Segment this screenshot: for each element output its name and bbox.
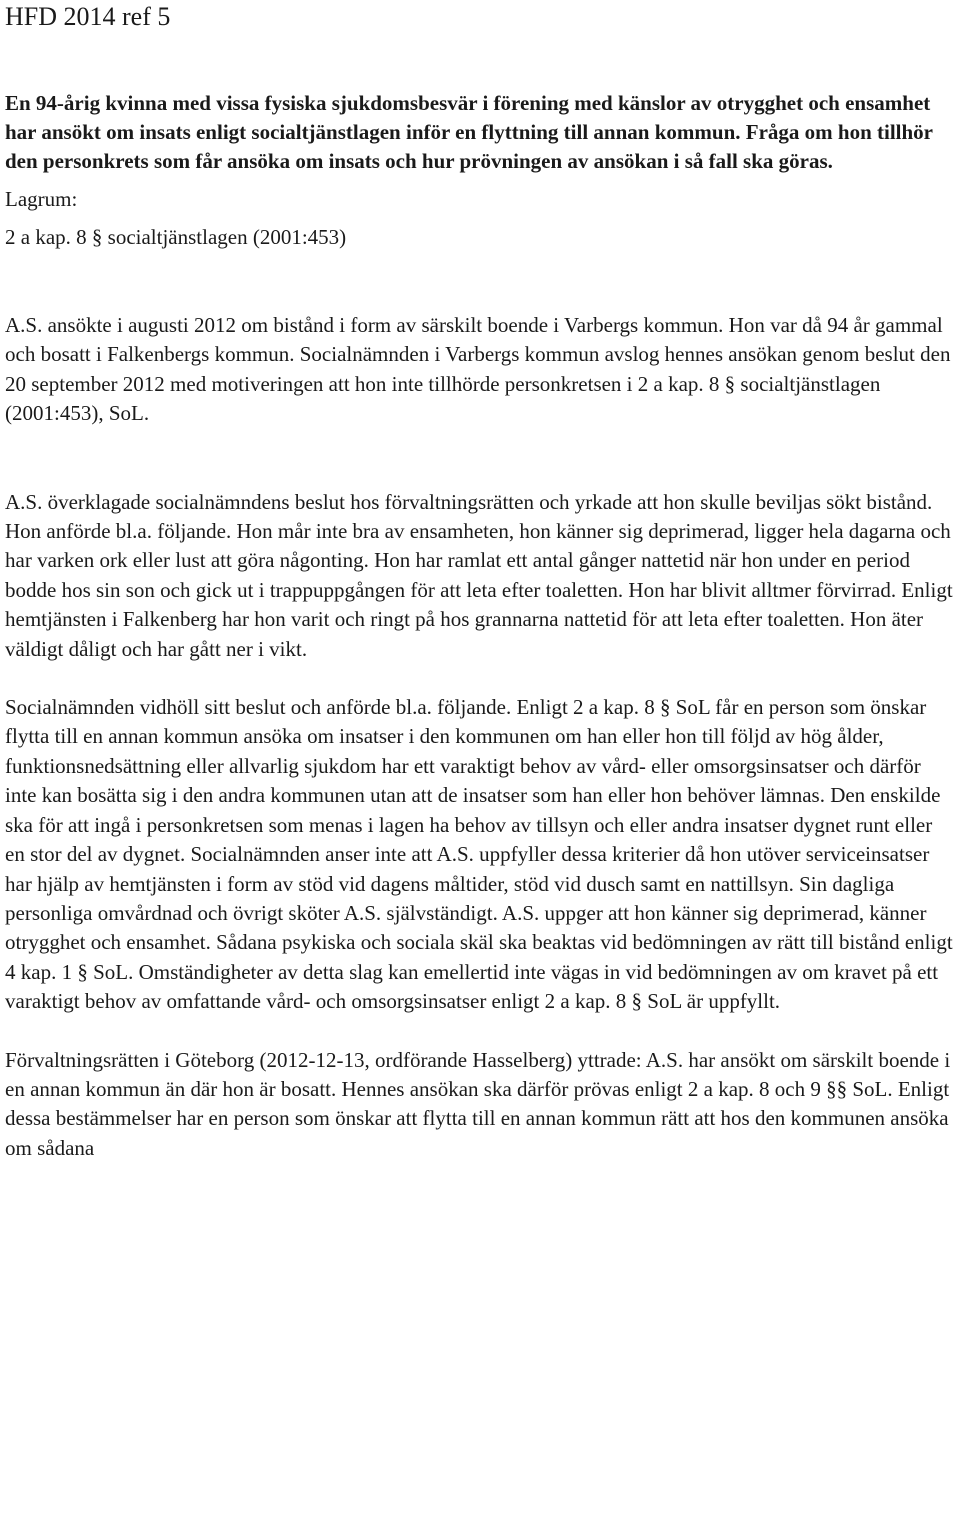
paragraph-application: A.S. ansökte i augusti 2012 om bistånd i form av särskilt boende i Varbergs kommun. Hon var då 94 år gammal och bosatt i Falkenbergs kommun. Socialnämnden i Varbergs kommun avslog hennes ansökan genom beslut den 20 september 2012 med motiveringen att hon inte tillhörde personkretsen i 2 a kap. 8 § socialtjänstlagen (2001:453), SoL. (5, 313, 951, 426)
document-title: HFD 2014 ref 5 (5, 2, 171, 31)
lagrum-reference: 2 a kap. 8 § socialtjänstlagen (2001:453) (5, 225, 347, 249)
lagrum-heading: Lagrum: (5, 187, 78, 211)
document-page (5, 0, 955, 1163)
paragraph-appeal: A.S. överklagade socialnämndens beslut hos förvaltningsrätten och yrkade att hon skulle beviljas sökt bistånd. Hon anförde bl.a. följande. Hon mår inte bra av ensamheten, hon känner sig deprimerad, ligger hela dagarna och har varken ork eller lust att göra någonting. Hon har ramlat ett antal gånger nattetid när hon under en period bodde hos sin son och gick ut i trappuppgången för att leta efter toaletten. Hon har blivit alltmer förvirrad. Enligt hemtjänsten i Falkenberg har hon varit och ringt på hos grannarna nattetid för att leta efter toaletten. Hon äter väldigt dåligt och har gått ner i vikt. (5, 489, 953, 661)
paragraph-board-response: Socialnämnden vidhöll sitt beslut och anförde bl.a. följande. Enligt 2 a kap. 8 § SoL får en person som önskar flytta till en annan kommun ansöka om insatser i den kommunen om han eller hon till följd av hög ålder, funktionsnedsättning eller allvarlig sjukdom har ett varaktigt behov av vård- eller omsorgsinsatser och därför inte kan bosätta sig i den andra kommunen utan att de insatser som han eller hon behöver lämnas. Den enskilde ska för att ingå i personkretsen som menas i lagen ha behov av tillsyn och eller andra insatser dygnet runt eller en stor del av dygnet. Socialnämnden anser inte att A.S. uppfyller dessa kriterier då hon utöver serviceinsatser har hjälp av hemtjänsten i form av stöd vid dagens måltider, stöd vid dusch samt en nattillsyn. Sin dagliga personliga omvårdnad och övrigt sköter A.S. självständigt. A.S. uppger att hon känner sig deprimerad, känner otrygghet och ensamhet. Sådana psykiska och sociala skäl ska beaktas vid bedömningen av rätt till bistånd enligt 4 kap. 1 § SoL. Omständigheter av detta slag kan emellertid inte vägas in vid bedömningen av om kravet på ett varaktigt behov av omfattande vård- och omsorgsinsatser enligt 2 a kap. 8 § SoL är uppfyllt. (5, 695, 953, 1014)
paragraph-court-statement: Förvaltningsrätten i Göteborg (2012-12-13, ordförande Hasselberg) yttrade: A.S. har ansökt om särskilt boende i en annan kommun än där hon är bosatt. Hennes ansökan ska därför prövas enligt 2 a kap. 8 och 9 §§ SoL. Enligt dessa bestämmelser har en person som önskar att flytta till en annan kommun rätt att hos den kommunen ansöka om sådana (5, 1047, 951, 1160)
case-summary: En 94-årig kvinna med vissa fysiska sjukdomsbesvär i förening med känslor av otrygghet och ensamhet har ansökt om insats enligt socialtjänstlagen inför en flyttning till annan kommun. Fråga om hon tillhör den personkrets som får ansöka om insats och hur prövningen av ansökan i så fall ska göras. (5, 91, 933, 173)
